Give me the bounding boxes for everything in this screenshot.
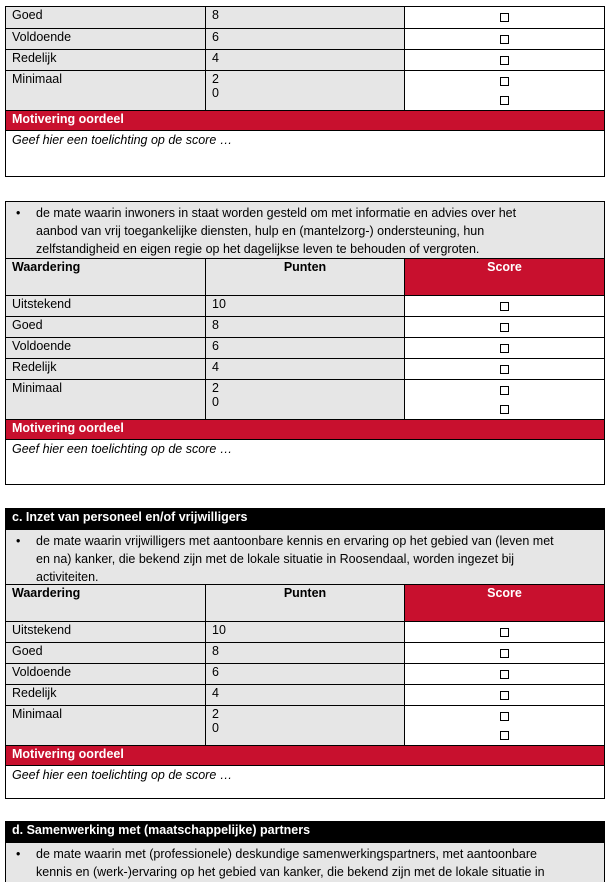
rating-points: 6	[206, 338, 405, 358]
rating-label: Voldoende	[6, 338, 206, 358]
score-cell	[405, 338, 604, 358]
rating-label: Minimaal	[6, 380, 206, 419]
criterion-bullet	[6, 202, 604, 258]
rating-label: Goed	[6, 7, 206, 28]
score-checkbox[interactable]	[500, 386, 509, 395]
rating-label: Redelijk	[6, 359, 206, 379]
criterion-text	[36, 532, 554, 582]
score-checkbox[interactable]	[500, 712, 509, 721]
header-score: Score	[405, 259, 604, 295]
section-title-d: d. Samenwerking met (maatschappelijke) partners	[6, 822, 604, 842]
rating-label: Redelijk	[6, 685, 206, 705]
section-title-c: c. Inzet van personeel en/of vrijwilligers	[6, 509, 604, 529]
score-checkbox[interactable]	[500, 691, 509, 700]
points-value: 0	[212, 86, 219, 100]
criterion-text	[36, 204, 516, 256]
score-checkbox[interactable]	[500, 13, 509, 22]
criterion-bullet	[6, 842, 604, 882]
score-cell	[405, 706, 604, 745]
rating-row-redelijk	[6, 358, 604, 379]
points-value: 2	[212, 72, 219, 86]
rating-points: 8	[206, 643, 405, 663]
criterion-line: kennis en (werk-)ervaring op het gebied van kanker, die bekend zijn met de lokale situatie in	[36, 865, 545, 879]
rating-row-uitstekend	[6, 621, 604, 642]
rating-table-3	[5, 508, 605, 799]
points-value: 2	[212, 707, 219, 721]
rating-row-redelijk	[6, 49, 604, 70]
rating-row-goed	[6, 7, 604, 28]
rating-table-4	[5, 821, 605, 882]
rating-row-minimaal	[6, 70, 604, 110]
criterion-line: activiteiten.	[36, 570, 99, 584]
score-cell	[405, 29, 604, 49]
score-checkbox[interactable]	[500, 649, 509, 658]
rating-row-minimaal	[6, 379, 604, 419]
rating-points	[206, 706, 405, 745]
points-value: 0	[212, 721, 219, 735]
score-cell	[405, 50, 604, 70]
score-checkbox[interactable]	[500, 323, 509, 332]
criterion-line: zelfstandigheid en eigen regie op het dagelijkse leven te behouden of vergroten.	[36, 242, 480, 256]
rating-label: Voldoende	[6, 29, 206, 49]
motivering-header: Motivering oordeel	[6, 110, 604, 130]
rating-points	[206, 71, 405, 110]
score-cell	[405, 685, 604, 705]
rating-label: Redelijk	[6, 50, 206, 70]
rating-row-voldoende	[6, 28, 604, 49]
bullet-icon: •	[16, 847, 21, 861]
rating-row-goed	[6, 316, 604, 337]
score-checkbox[interactable]	[500, 35, 509, 44]
header-punten: Punten	[206, 259, 405, 295]
rating-label: Minimaal	[6, 71, 206, 110]
rating-points: 10	[206, 622, 405, 642]
rating-points: 8	[206, 7, 405, 28]
header-waardering: Waardering	[6, 585, 206, 621]
score-checkbox[interactable]	[500, 670, 509, 679]
score-cell	[405, 643, 604, 663]
criterion-line: de mate waarin vrijwilligers met aantoonbare kennis en ervaring op het gebied van (leven met	[36, 534, 554, 548]
motivering-header: Motivering oordeel	[6, 419, 604, 439]
rating-row-voldoende	[6, 663, 604, 684]
rating-label: Minimaal	[6, 706, 206, 745]
rating-label: Uitstekend	[6, 296, 206, 316]
score-cell	[405, 380, 604, 419]
motivering-field[interactable]: Geef hier een toelichting op de score …	[6, 765, 604, 798]
rating-table-1	[5, 6, 605, 177]
criterion-line: aanbod van vrij toegankelijke diensten, hulp en (mantelzorg-) ondersteuning, hun	[36, 224, 485, 238]
score-checkbox[interactable]	[500, 96, 509, 105]
table-header-row	[6, 584, 604, 621]
score-cell	[405, 317, 604, 337]
rating-label: Voldoende	[6, 664, 206, 684]
criterion-bullet	[6, 529, 604, 584]
criterion-line: en na) kanker, die bekend zijn met de lokale situatie in Roosendaal, worden ingezet bij	[36, 552, 515, 566]
score-cell	[405, 296, 604, 316]
rating-label: Uitstekend	[6, 622, 206, 642]
rating-label: Goed	[6, 643, 206, 663]
score-cell	[405, 359, 604, 379]
score-checkbox[interactable]	[500, 365, 509, 374]
header-score: Score	[405, 585, 604, 621]
score-checkbox[interactable]	[500, 628, 509, 637]
rating-points: 4	[206, 50, 405, 70]
header-waardering: Waardering	[6, 259, 206, 295]
rating-row-redelijk	[6, 684, 604, 705]
criterion-text	[36, 845, 545, 880]
score-checkbox[interactable]	[500, 302, 509, 311]
points-value: 2	[212, 381, 219, 395]
bullet-icon: •	[16, 534, 21, 548]
score-cell	[405, 71, 604, 110]
criterion-line: de mate waarin met (professionele) deskundige samenwerkingspartners, met aantoonbare	[36, 847, 537, 861]
points-value: 0	[212, 395, 219, 409]
score-checkbox[interactable]	[500, 56, 509, 65]
criterion-line: de mate waarin inwoners in staat worden gesteld om met informatie en advies over het	[36, 206, 517, 220]
header-punten: Punten	[206, 585, 405, 621]
rating-points: 6	[206, 29, 405, 49]
rating-row-voldoende	[6, 337, 604, 358]
score-cell	[405, 7, 604, 28]
rating-points: 6	[206, 664, 405, 684]
rating-points: 4	[206, 359, 405, 379]
score-cell	[405, 664, 604, 684]
rating-label: Goed	[6, 317, 206, 337]
table-header-row	[6, 258, 604, 295]
rating-points: 8	[206, 317, 405, 337]
rating-points: 4	[206, 685, 405, 705]
motivering-header: Motivering oordeel	[6, 745, 604, 765]
score-checkbox[interactable]	[500, 405, 509, 414]
rating-row-goed	[6, 642, 604, 663]
rating-points: 10	[206, 296, 405, 316]
motivering-field[interactable]: Geef hier een toelichting op de score …	[6, 130, 604, 176]
score-checkbox[interactable]	[500, 77, 509, 86]
rating-row-minimaal	[6, 705, 604, 745]
score-checkbox[interactable]	[500, 731, 509, 740]
rating-points	[206, 380, 405, 419]
score-checkbox[interactable]	[500, 344, 509, 353]
rating-row-uitstekend	[6, 295, 604, 316]
bullet-icon: •	[16, 206, 21, 220]
rating-table-2	[5, 201, 605, 485]
motivering-field[interactable]: Geef hier een toelichting op de score …	[6, 439, 604, 484]
score-cell	[405, 622, 604, 642]
